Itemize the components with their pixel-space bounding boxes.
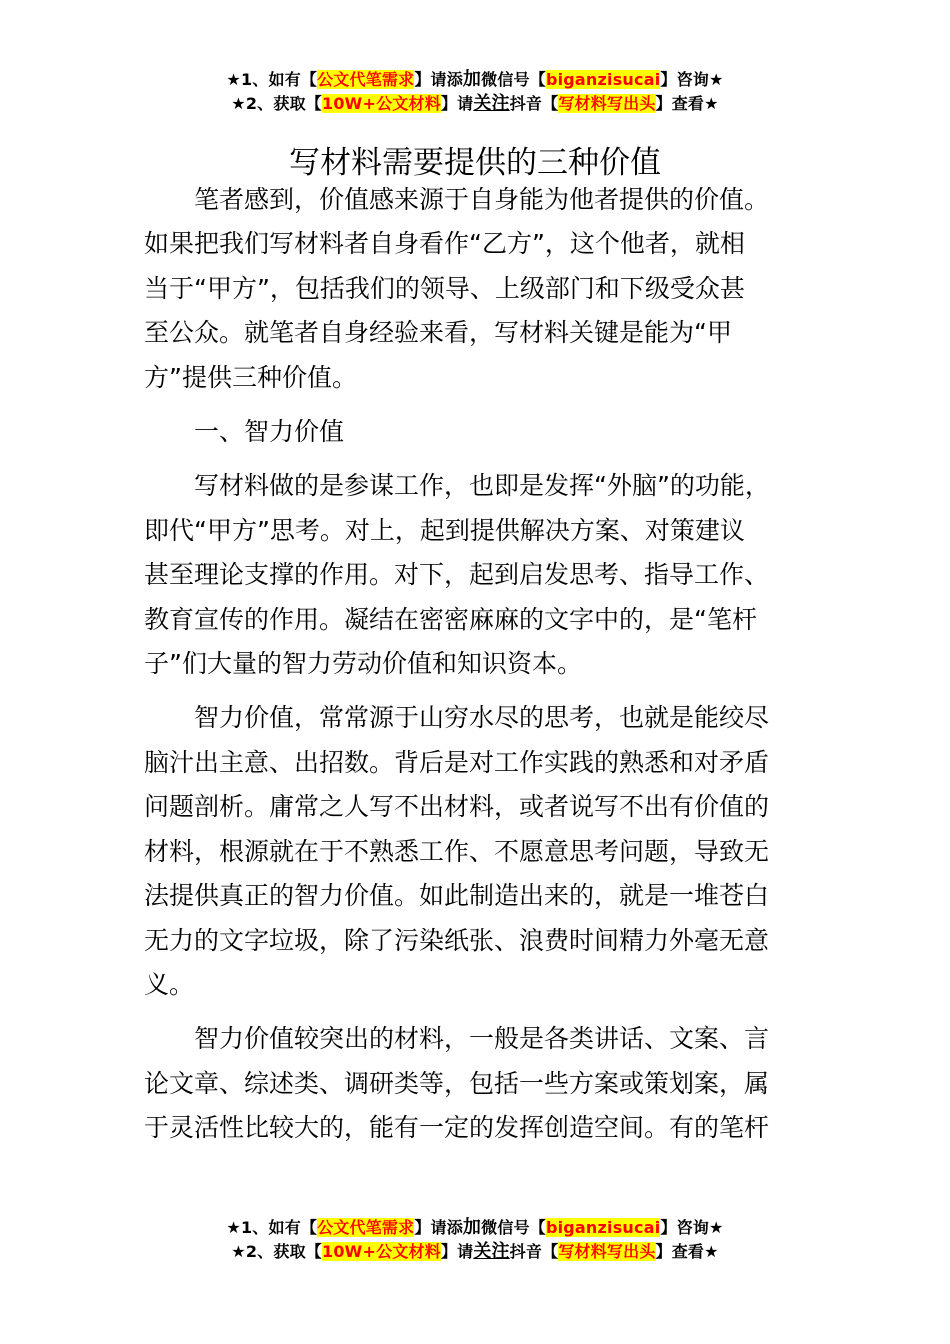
paragraph bbox=[144, 410, 834, 454]
banner-text: 】咨询★ bbox=[660, 70, 724, 89]
document-body bbox=[144, 178, 834, 1161]
banner-text: ★2、获取【 bbox=[231, 94, 322, 113]
banner-text: 】查看★ bbox=[655, 94, 719, 113]
bottom-banner bbox=[0, 1216, 950, 1264]
highlight-materials: 10W+公文材料 bbox=[321, 1242, 441, 1261]
paragraph-line: 即代“甲方”思考。对上，起到提供解决方案、对策建议 bbox=[144, 515, 745, 545]
highlight-douyin: 写材料写出头 bbox=[558, 94, 656, 113]
paragraph-line: 论文章、综述类、调研类等，包括一些方案或策划案，属 bbox=[144, 1068, 770, 1098]
banner-text: ★2、获取【 bbox=[231, 1242, 322, 1261]
paragraph-line: 至公众。就笔者自身经验来看，写材料关键是能为“甲 bbox=[144, 318, 732, 348]
banner-line-2 bbox=[0, 1240, 950, 1264]
highlight-wechat-id: biganzisucai bbox=[545, 1218, 661, 1237]
top-banner bbox=[0, 68, 950, 116]
highlight-ghostwriting: 公文代笔需求 bbox=[317, 70, 415, 89]
paragraph bbox=[144, 1017, 834, 1150]
banner-text: 】请 bbox=[440, 1242, 474, 1261]
paragraph-line: 子”们大量的智力劳动价值和知识资本。 bbox=[144, 649, 582, 679]
highlight-materials: 10W+公文材料 bbox=[321, 94, 441, 113]
paragraph-line: 问题剖析。庸常之人写不出材料，或者说写不出有价值的 bbox=[144, 792, 770, 822]
paragraph-line: 无力的文字垃圾，除了污染纸张、浪费时间精力外毫无意 bbox=[144, 925, 770, 955]
banner-text: 抖音【 bbox=[509, 94, 559, 113]
paragraph-line: 甚至理论支撑的作用。对下，起到启发思考、指导工作、 bbox=[144, 560, 770, 590]
paragraph-line: 方”提供三种价值。 bbox=[144, 362, 357, 392]
paragraph-line: 笔者感到，价值感来源于自身能为他者提供的价值。 bbox=[194, 185, 770, 214]
paragraph-line: 智力价值，常常源于山穷水尽的思考，也就是能绞尽 bbox=[194, 703, 770, 733]
paragraph bbox=[144, 696, 834, 1007]
paragraph bbox=[144, 464, 834, 686]
banner-line-1 bbox=[0, 68, 950, 92]
paragraph-line: 脑汁出主意、出招数。背后是对工作实践的熟悉和对矛盾 bbox=[144, 747, 770, 777]
paragraph-line: 义。 bbox=[144, 969, 195, 999]
banner-text: 微信号【 bbox=[481, 1218, 546, 1237]
banner-line-2 bbox=[0, 92, 950, 116]
paragraph bbox=[144, 178, 834, 400]
paragraph-line: 法提供真正的智力价值。如此制造出来的，就是一堆苍白 bbox=[144, 881, 770, 911]
paragraph-line: 智力价值较突出的材料，一般是各类讲话、文案、言 bbox=[194, 1024, 770, 1054]
banner-text: 抖音【 bbox=[509, 1242, 559, 1261]
highlight-wechat-id: biganzisucai bbox=[545, 70, 661, 89]
banner-follow-word: 关注 bbox=[473, 93, 510, 114]
paragraph-line: 如果把我们写材料者自身看作“乙方”，这个他者，就相 bbox=[144, 229, 745, 259]
paragraph-line: 写材料做的是参谋工作，也即是发挥“外脑”的功能， bbox=[194, 471, 770, 501]
paragraph-line: 当于“甲方”，包括我们的领导、上级部门和下级受众甚 bbox=[144, 273, 745, 303]
banner-bold-word: 加 bbox=[462, 1217, 482, 1238]
banner-text: ★1、如有【 bbox=[226, 1218, 318, 1237]
banner-text: 微信号【 bbox=[481, 70, 546, 89]
banner-bold-word: 加 bbox=[462, 69, 482, 90]
paragraph-line: 于灵活性比较大的，能有一定的发挥创造空间。有的笔杆 bbox=[144, 1113, 770, 1143]
banner-text: 】咨询★ bbox=[660, 1218, 724, 1237]
highlight-ghostwriting: 公文代笔需求 bbox=[317, 1218, 415, 1237]
banner-text: 】请添 bbox=[414, 1218, 463, 1237]
paragraph-line: 教育宣传的作用。凝结在密密麻麻的文字中的，是“笔杆 bbox=[144, 604, 757, 634]
banner-text: ★1、如有【 bbox=[226, 70, 318, 89]
banner-follow-word: 关注 bbox=[473, 1241, 510, 1262]
banner-line-1 bbox=[0, 1216, 950, 1240]
banner-text: 】请 bbox=[440, 94, 474, 113]
paragraph-line: 材料，根源就在于不熟悉工作、不愿意思考问题，导致无 bbox=[144, 836, 770, 866]
banner-text: 】查看★ bbox=[655, 1242, 719, 1261]
document-title: 写材料需要提供的三种价值 bbox=[289, 144, 661, 181]
highlight-douyin: 写材料写出头 bbox=[558, 1242, 656, 1261]
banner-text: 】请添 bbox=[414, 70, 463, 89]
paragraph-line: 一、智力价值 bbox=[194, 417, 345, 447]
